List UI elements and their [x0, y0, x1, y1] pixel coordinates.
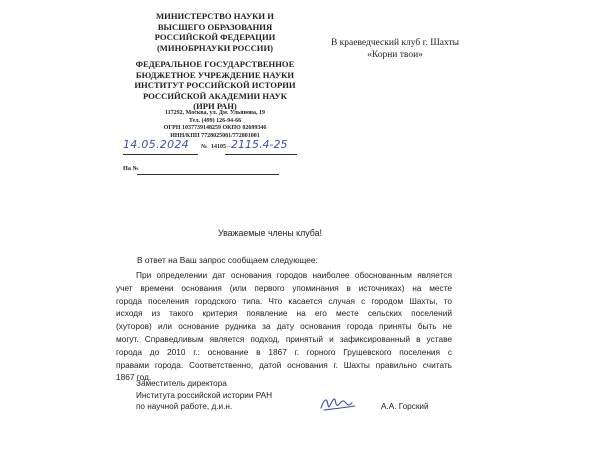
- letterhead-line: ФЕДЕРАЛЬНОЕ ГОСУДАРСТВЕННОЕ: [135, 59, 295, 69]
- letterhead-contacts: [140, 110, 290, 140]
- paragraph-line: (хуторов) или основание рудника за дату основания города приняты быть не: [116, 321, 452, 332]
- contact-line: ОГРН 1037739148259 ОКПО 02699346: [163, 125, 267, 131]
- letterhead-line: РОССИЙСКОЙ ФЕДЕРАЦИИ: [154, 32, 276, 42]
- position-line: по научной работе, д.и.н.: [136, 402, 233, 411]
- contact-line: Тел. (499) 126-94-66: [188, 117, 242, 124]
- printed-number: 14105 –: [211, 144, 231, 150]
- number-underline: [225, 154, 297, 155]
- recipient-address: [305, 37, 485, 61]
- reply-to-reference: [123, 165, 323, 177]
- letterhead-institute: [115, 59, 315, 112]
- reply-to-underline: [137, 174, 279, 175]
- reply-to-label: На №: [123, 165, 139, 172]
- position-line: Заместитель директора: [136, 379, 227, 388]
- paragraph-line: города до 2010 г.: основание в 1867 г. горного Грушевского поселения с: [116, 346, 452, 357]
- letterhead-line: МИНИСТЕРСТВО НАУКИ И: [156, 11, 274, 21]
- recipient-line: В краеведческий клуб г. Шахты: [330, 38, 460, 48]
- handwritten-signature: [318, 393, 358, 415]
- intro-sentence: В ответ на Ваш запрос сообщаем следующее:: [137, 255, 318, 265]
- letterhead-ministry: [115, 11, 315, 53]
- handwritten-number: 2115.4-25: [231, 138, 288, 151]
- paragraph-line: 1867 год.: [116, 372, 152, 383]
- paragraph-line: города поселения городского типа. Что касается случая с городом Шахты, то: [116, 295, 452, 306]
- letterhead-line: БЮДЖЕТНОЕ УЧРЕЖДЕНИЕ НАУКИ: [135, 69, 295, 80]
- position-line: Института российской истории РАН: [136, 390, 272, 400]
- salutation: Уважаемые члены клуба!: [218, 228, 322, 238]
- signer-name: А.А. Горский: [381, 402, 429, 411]
- recipient-line: «Корни твои»: [367, 50, 423, 60]
- letterhead-line: РОССИЙСКОЙ АКАДЕМИИ НАУК: [142, 90, 288, 101]
- handwritten-date: 14.05.2024: [123, 138, 189, 151]
- date-underline: [123, 154, 198, 155]
- signature-position: [136, 378, 272, 413]
- outgoing-reference: [123, 138, 323, 156]
- letterhead-line: (МИНОБРНАУКИ РОССИИ): [156, 42, 274, 53]
- number-label: №: [201, 144, 208, 150]
- main-paragraph: [116, 269, 452, 384]
- letterhead-line: ИНСТИТУТ РОССИЙСКОЙ ИСТОРИИ: [134, 80, 296, 90]
- paragraph-line: исходя из такого критерия появление на его месте сельских поселений: [116, 308, 452, 319]
- paragraph-line: учет времени основания (или первого упоминания в источниках) на месте: [116, 282, 452, 293]
- paragraph-line: правами города. Соответственно, датой основания г. Шахты правильно считать: [116, 359, 452, 370]
- letterhead-line: ВЫСШЕГО ОБРАЗОВАНИЯ: [157, 21, 273, 32]
- letterhead-line: (ИРИ РАН): [193, 101, 237, 111]
- contact-line: ИНН/КПП 7728025081/772801001: [170, 132, 260, 139]
- paragraph-line: При определении дат основания городов наиболее обоснованным является: [136, 270, 452, 280]
- contact-line: 117292, Москва, ул. Дм. Ульянова, 19: [164, 110, 266, 116]
- paragraph-line: могут. Справедливым является подход, принятый и зафиксированный в уставе: [116, 333, 452, 344]
